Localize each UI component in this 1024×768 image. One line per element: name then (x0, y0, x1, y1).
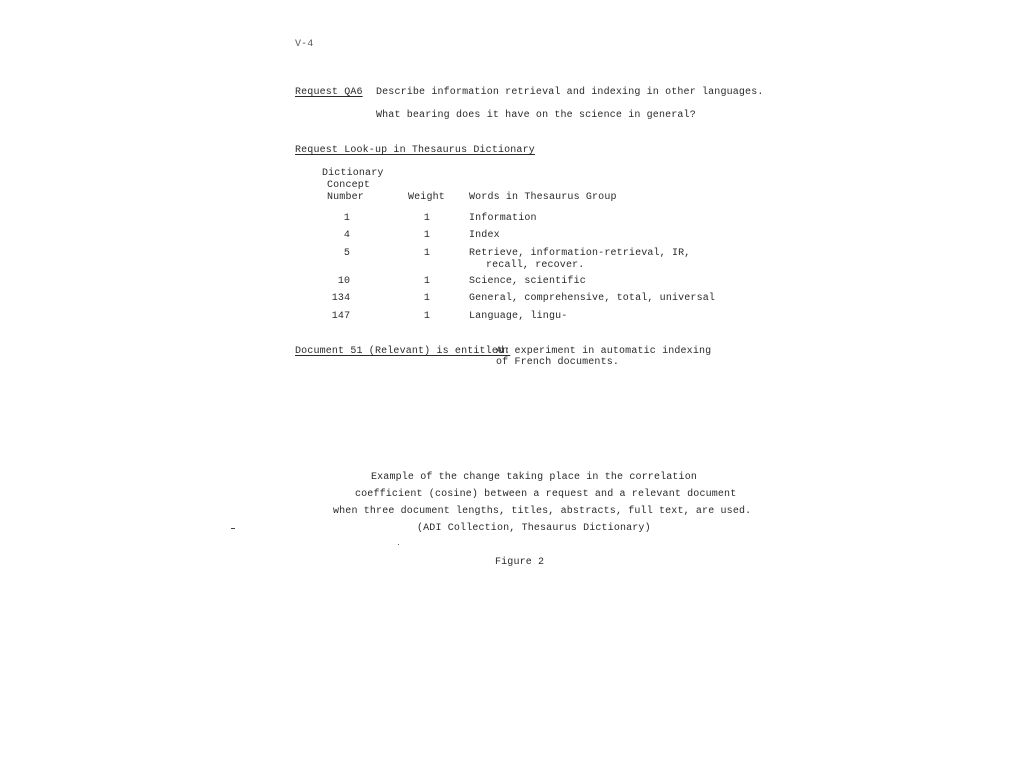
request-label: Request QA6 (295, 87, 363, 98)
column-header-weight: Weight (408, 192, 445, 203)
row-words: Retrieve, information-retrieval, IR, (469, 248, 691, 259)
row-weight: 1 (423, 276, 431, 287)
row-words: Science, scientific (469, 276, 586, 287)
column-header-words: Words in Thesaurus Group (469, 192, 617, 203)
row-words-continued: recall, recover. (486, 260, 585, 271)
figure-label: Figure 2 (495, 557, 545, 568)
row-number: 147 (331, 311, 351, 322)
row-number: 134 (331, 293, 351, 304)
row-weight: 1 (423, 230, 431, 241)
row-words: Information (469, 213, 537, 224)
row-weight: 1 (423, 213, 431, 224)
column-header-number-line3: Number (327, 192, 364, 203)
row-words: Language, lingu- (469, 311, 568, 322)
scan-mark (231, 528, 235, 529)
row-weight: 1 (423, 311, 431, 322)
caption-line1: Example of the change taking place in the correlation (371, 472, 698, 483)
caption-line2: coefficient (cosine) between a request and a relevant document (355, 489, 737, 500)
row-weight: 1 (423, 248, 431, 259)
lookup-heading: Request Look-up in Thesaurus Dictionary (295, 145, 535, 156)
document-label: Document 51 (Relevant) is entitled: (295, 346, 511, 357)
row-number: 1 (343, 213, 351, 224)
row-weight: 1 (423, 293, 431, 304)
caption-line4: (ADI Collection, Thesaurus Dictionary) (417, 523, 651, 534)
row-number: 4 (343, 230, 351, 241)
request-text-line1: Describe information retrieval and indexing in other languages. (376, 87, 764, 98)
column-header-number-line2: Concept (327, 180, 371, 191)
row-number: 5 (343, 248, 351, 259)
document-title-line2: of French documents. (496, 357, 620, 368)
document-title-line1: An experiment in automatic indexing (496, 346, 712, 357)
caption-line3: when three document lengths, titles, abstracts, full text, are used. (333, 506, 752, 517)
column-header-number-line1: Dictionary (322, 168, 384, 179)
row-words: General, comprehensive, total, universal (469, 293, 716, 304)
page-number: V-4 (295, 39, 314, 50)
scan-mark (398, 544, 399, 545)
row-words: Index (469, 230, 500, 241)
row-number: 10 (337, 276, 351, 287)
request-text-line2: What bearing does it have on the science in general? (376, 110, 696, 121)
